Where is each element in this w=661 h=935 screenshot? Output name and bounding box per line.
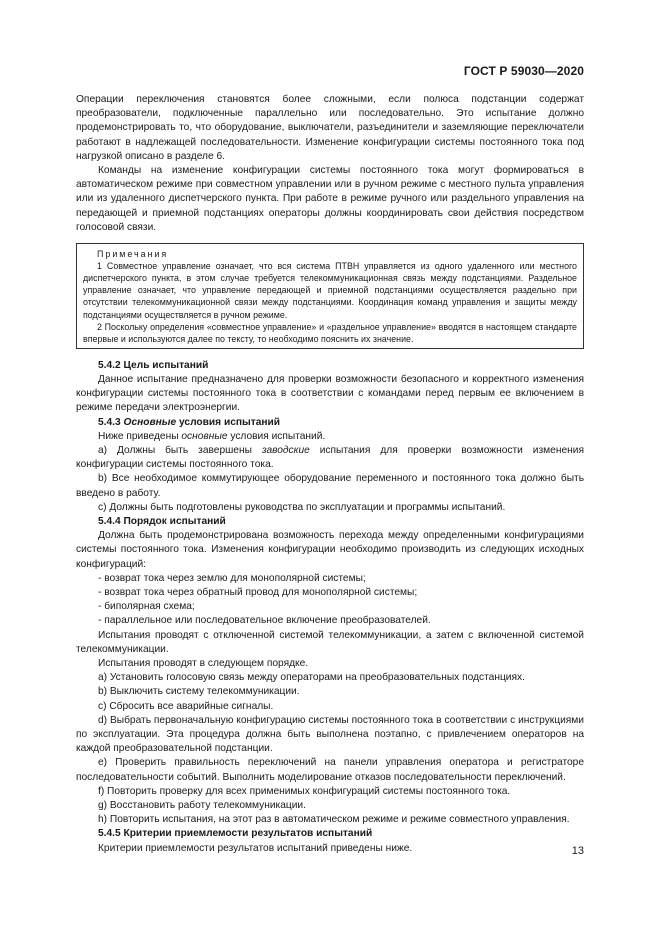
step-item: h) Повторить испытания, на этот раз в автоматическом режиме и режиме совместного управления.	[98, 814, 570, 826]
config-item: - биполярная схема;	[98, 601, 195, 613]
section-543-heading-em: Основные	[123, 416, 177, 428]
note-box	[76, 243, 584, 349]
step-item: c) Сбросить все аварийные сигналы.	[98, 700, 274, 712]
section-543-heading-rest: условия испытаний	[179, 416, 281, 428]
note-item-1: 1 Совместное управление означает, что вся система ПТВН управляется из одного удаленного или местного диспетчерского пункта, в этом случае требуется телекоммуникационная связь между подстанциями. Раздельное управление означает, что управление передающей и приемной подстанциями осуществляется раздельно при отсутствии телекоммуникационной связи между подстанциями. Координация команд управления и защиты между подстанциями осуществляется в ручном режиме.	[83, 261, 577, 320]
section-544-heading: 5.4.4 Порядок испытаний	[98, 516, 226, 528]
section-543-intro-a: Ниже приведены	[98, 430, 179, 442]
note-title: Примечания	[97, 249, 169, 260]
item-a-em: заводские	[261, 445, 310, 456]
step-item: e) Проверить правильность переключений на панели управления оператора и регистраторе последовательности событий. Выполнить моделирование отказов последовательности переключений.	[76, 757, 584, 783]
section-542-text: Данное испытание предназначено для проверки возможности безопасного и корректного изменения конфигурации системы постоянного тока в соответствии с командами перед первым ее включением в режиме передачи электроэнергии.	[76, 373, 584, 414]
section-545-text: Критерии приемлемости результатов испытаний приведены ниже.	[98, 842, 413, 854]
step-item: d) Выбрать первоначальную конфигурацию системы постоянного тока в соответствии с инструкциями по эксплуатации. Эта процедура должна быть выполнена поэтапно, с привлечением операторов на каждой преобразовательной подстанции.	[76, 714, 584, 755]
section-542-heading: 5.4.2 Цель испытаний	[98, 359, 209, 371]
section-543-intro-em: основные	[181, 430, 228, 442]
step-item: g) Восстановить работу телекоммуникации.	[98, 800, 306, 812]
section-543-heading	[76, 416, 584, 430]
paragraph-commands: Команды на изменение конфигурации системы постоянного тока могут формироваться в автоматическом режиме при совместном управлении или в ручном режиме с местного пульта управления или из удаленного диспетчерского пункта. При работе в режиме ручного или раздельного управления на передающей и приемной подстанциях операторы должны координировать свои действия посредством голосовой связи.	[76, 165, 584, 233]
config-item: - возврат тока через землю для монополярной системы;	[98, 572, 366, 584]
section-544-order-intro: Испытания проводят в следующем порядке.	[98, 658, 309, 670]
section-544-intro: Должна быть продемонстрирована возможность перехода между определенными конфигурациями системы постоянного тока. Изменения конфигурации необходимо производить из следующих исходных конфигураций:	[76, 530, 584, 570]
section-543-item-c: c) Должны быть подготовлены руководства по эксплуатации и программы испытаний.	[98, 501, 506, 513]
document-id-header: ГОСТ Р 59030—2020	[463, 64, 584, 78]
item-a-pre: а) Должны быть завершены	[98, 445, 252, 456]
step-item: b) Выключить систему телекоммуникации.	[98, 686, 300, 698]
section-544-telecom: Испытания проводят с отключенной системой телекоммуникации, а затем с включенной системой телекоммуникации.	[76, 629, 584, 655]
page-content	[76, 93, 584, 856]
section-543-item-b: b) Все необходимое коммутирующее оборудование переменного и постоянного тока должно быть введено в работу.	[76, 473, 584, 499]
section-543-item-a	[76, 444, 584, 472]
section-543-intro	[76, 430, 584, 444]
config-item: - возврат тока через обратный провод для монополярной системы;	[98, 587, 418, 599]
section-543-intro-b: условия испытаний.	[230, 430, 326, 442]
page-number: 13	[571, 845, 584, 857]
note-item-2: 2 Поскольку определения «совместное управление» и «раздельное управление» вводятся в настоящем стандарте впервые и используются далее по тексту, то необходимо пояснить их значение.	[83, 321, 577, 344]
item-a-post: испытания для проверки возможности изменения конфигурации системы постоянного тока.	[76, 445, 584, 471]
section-545-heading: 5.4.5 Критерии приемлемости результатов испытаний	[98, 828, 373, 840]
step-item: f) Повторить проверку для всех применимых конфигураций системы постоянного тока.	[98, 785, 511, 797]
section-543-number: 5.4.3	[98, 416, 121, 428]
step-item: a) Установить голосовую связь между операторами на преобразовательных подстанциях.	[98, 672, 525, 684]
config-item: - параллельное или последовательное включение преобразователей.	[98, 615, 431, 627]
paragraph-switching-ops: Операции переключения становятся более сложными, если полюса подстанции содержат преобразователи, подключенные параллельно или последовательно. Это испытание должно продемонстрировать то, что оборудование, выключатели, разъединители и заземляющие переключатели работают в надлежащей последовательности. Изменение конфигурации системы постоянного тока под нагрузкой описано в разделе 6.	[76, 94, 584, 162]
